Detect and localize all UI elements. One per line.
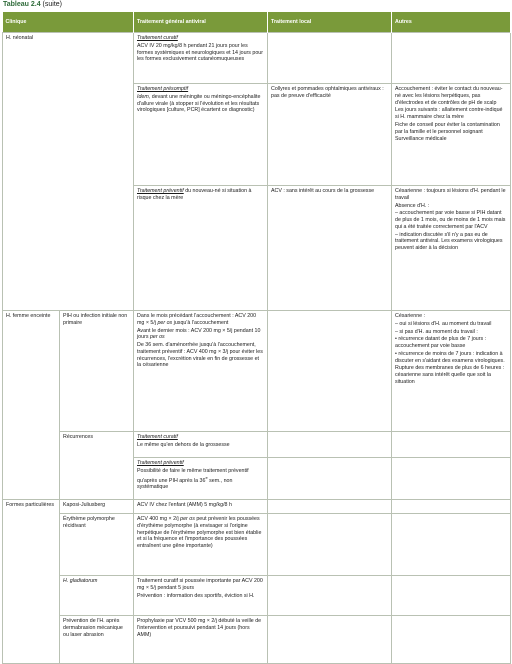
general-cell: [134, 576, 268, 616]
autres-cell: [392, 576, 511, 616]
clinic-cell: H. néonatal: [3, 33, 134, 311]
autres-line: Les jours suivants : allaitement contre-indiqué si H. mammaire chez la mère: [395, 107, 503, 121]
autres-line: – oui si lésions d'H. au moment du travail: [395, 320, 492, 327]
text-part: ACV 400 mg × 2/j: [137, 516, 181, 522]
general-cell: [134, 33, 268, 84]
text-part: Possibilité de faire le même traitement préventif qu'après une PIH après la 36: [137, 467, 249, 484]
table-title-label: Tableau 2.4: [3, 1, 41, 8]
local-cell: [268, 500, 392, 514]
autres-line: Césarienne : toujours si lésions d'H. pendant le travail: [395, 188, 506, 201]
autres-line: Surveillance médicale: [395, 136, 447, 143]
autres-line: Rupture des membranes de plus de 6 heures : césarienne sans intérêt quelle que soit la situation: [395, 365, 505, 385]
treatment-text: [137, 313, 264, 327]
general-cell: [134, 514, 268, 576]
table-row: [3, 33, 511, 84]
autres-cell: [392, 500, 511, 514]
subclinic-cell: Kaposi-Juliusberg: [60, 500, 134, 514]
autres-cell: [392, 432, 511, 458]
general-cell: [134, 84, 268, 186]
treatment-heading: Traitement curatif: [137, 35, 178, 41]
header-row: [3, 12, 511, 33]
text-part: peut prévenir les poussées d'érythème polymorphe (à envisager si l'origine herpétique de l'érythème polymorphe est bien établie et si la fréquence et l'importance des poussées entraînent une gêne importante): [137, 516, 262, 550]
autres-cell: [392, 458, 511, 500]
autres-line: Césarienne :: [395, 313, 426, 319]
per-os-text: per os: [149, 334, 165, 341]
treatment-text: Le même qu'en dehors de la grossesse: [137, 441, 230, 448]
treatment-text: [137, 468, 264, 491]
clinic-cell: Formes particulières: [3, 500, 60, 664]
general-cell: [134, 458, 268, 500]
header-autres: Autres: [392, 12, 511, 33]
general-cell: Prophylaxie par VCV 500 mg × 2/j débuté la veille de l'intervention et poursuivi pendant 14 jours (hors AMM): [134, 616, 268, 664]
treatment-heading: Traitement curatif: [137, 434, 178, 440]
local-cell: Collyres et pommades ophtalmiques antiviraux : pas de preuve d'efficacité: [268, 84, 392, 186]
treatment-text: Traitement curatif si poussée importante par ACV 200 mg × 5/j pendant 5 jours: [137, 578, 263, 591]
table-row: [3, 432, 511, 458]
local-cell: [268, 432, 392, 458]
clinic-cell: H. femme enceinte: [3, 311, 60, 500]
subclinic-cell: PIH ou infection initiale non primaire: [60, 311, 134, 432]
text-part: jusqu'à l'accouchement: [172, 319, 229, 326]
table-row: [3, 576, 511, 616]
per-os-text: per os: [157, 319, 173, 326]
treatment-heading: Traitement présomptif: [137, 86, 189, 92]
autres-cell: [392, 33, 511, 84]
general-cell: [134, 186, 268, 311]
subclinic-cell: Récurrences: [60, 432, 134, 500]
treatment-table: [2, 12, 511, 664]
treatment-text: [137, 328, 264, 342]
autres-line: • récurrence de moins de 7 jours : indication à discuter en s'aidant des examens virologiques.: [395, 350, 505, 364]
idem-text: Idem: [137, 93, 149, 100]
general-cell: [134, 311, 268, 432]
treatment-text: [137, 94, 264, 114]
autres-cell: [392, 186, 511, 311]
header-traitement-general: Traitement général antiviral: [134, 12, 268, 33]
local-cell: [268, 458, 392, 500]
autres-line: – indication discutée s'il n'y a pas eu de traitement antiviral. Les examens virologiques peuvent aider à la décision: [395, 231, 503, 252]
autres-line: • récurrence datant de plus de 7 jours : accouchement par voie basse: [395, 336, 487, 350]
treatment-text: Prévention : information des sportifs, éviction si H.: [137, 592, 255, 599]
superscript: e: [205, 474, 208, 480]
local-cell: [268, 576, 392, 616]
general-cell: ACV IV chez l'enfant (AMM) 5 mg/kg/8 h: [134, 500, 268, 514]
autres-line: Accouchement : éviter le contact du nouveau-né avec les lésions herpétiques, pas d'électrodes et de contrôles de pH de scalp: [395, 86, 503, 106]
table-title: [3, 1, 62, 8]
autres-cell: [392, 616, 511, 664]
header-traitement-local: Traitement local: [268, 12, 392, 33]
table-row: [3, 514, 511, 576]
treatment-heading: Traitement préventif: [137, 460, 184, 466]
header-clinique: Clinique: [3, 12, 134, 33]
autres-line: – si pas d'H. au moment du travail :: [395, 328, 478, 335]
local-cell: ACV : sans intérêt au cours de la grossesse: [268, 186, 392, 311]
local-cell: [268, 311, 392, 432]
treatment-heading: Traitement préventif: [137, 188, 184, 194]
per-os-text: per os: [180, 516, 195, 522]
autres-line: Absence d'H. :: [395, 202, 430, 209]
general-cell: [134, 432, 268, 458]
treatment-text: De 36 sem. d'aménorrhée jusqu'à l'accouchement, traitement préventif : ACV 400 mg × 3/j pour éviter les récurrences, l'excrétion virale en fin de grossesse et la césarienne: [137, 342, 263, 369]
subclinic-cell: Prévention de l'H. après dermabrasion mécanique ou laser abrasion: [60, 616, 134, 664]
table-row: [3, 311, 511, 432]
table-title-suffix: (suite): [40, 1, 63, 8]
treatment-text-body: , devant une méningite ou méningo-encéphalite d'allure virale (à stopper si l'évolution et les résultats virologiques [culture, PCR] écartent ce diagnostic): [137, 93, 261, 114]
text-part: sem., non systématique: [137, 477, 233, 491]
table-row: [3, 616, 511, 664]
local-cell: [268, 33, 392, 84]
autres-cell: [392, 514, 511, 576]
subclinic-cell: Érythème polymorphe récidivant: [60, 514, 134, 576]
treatment-text-body: du nouveau-né si situation à risque chez la mère: [137, 188, 252, 201]
text-part: Avant le dernier mois : ACV 200 mg × 5/j pendant 10 jours: [137, 327, 261, 341]
autres-cell: [392, 84, 511, 186]
text-part: Dans le mois précédant l'accouchement : ACV 200 mg × 5/j: [137, 313, 257, 326]
subclinic-cell: H. gladiatorum: [60, 576, 134, 616]
local-cell: [268, 616, 392, 664]
local-cell: [268, 514, 392, 576]
autres-cell: [392, 311, 511, 432]
autres-line: – accouchement par voie basse si PIH datant de plus de 1 mois, ou de moins de 1 mois mais qui a été traitée correctement par l'ACV: [395, 210, 506, 230]
treatment-text: [137, 188, 264, 202]
autres-line: Fiche de conseil pour éviter la contamination par la famille et le personnel soignant: [395, 121, 500, 135]
treatment-text: ACV IV 20 mg/kg/8 h pendant 21 jours pour les formes systémiques et neurologiques et 14 jours pour les formes exclusivement cutanéomuqueuses: [137, 42, 264, 63]
table-row: [3, 500, 511, 514]
treatment-text: [137, 516, 264, 550]
